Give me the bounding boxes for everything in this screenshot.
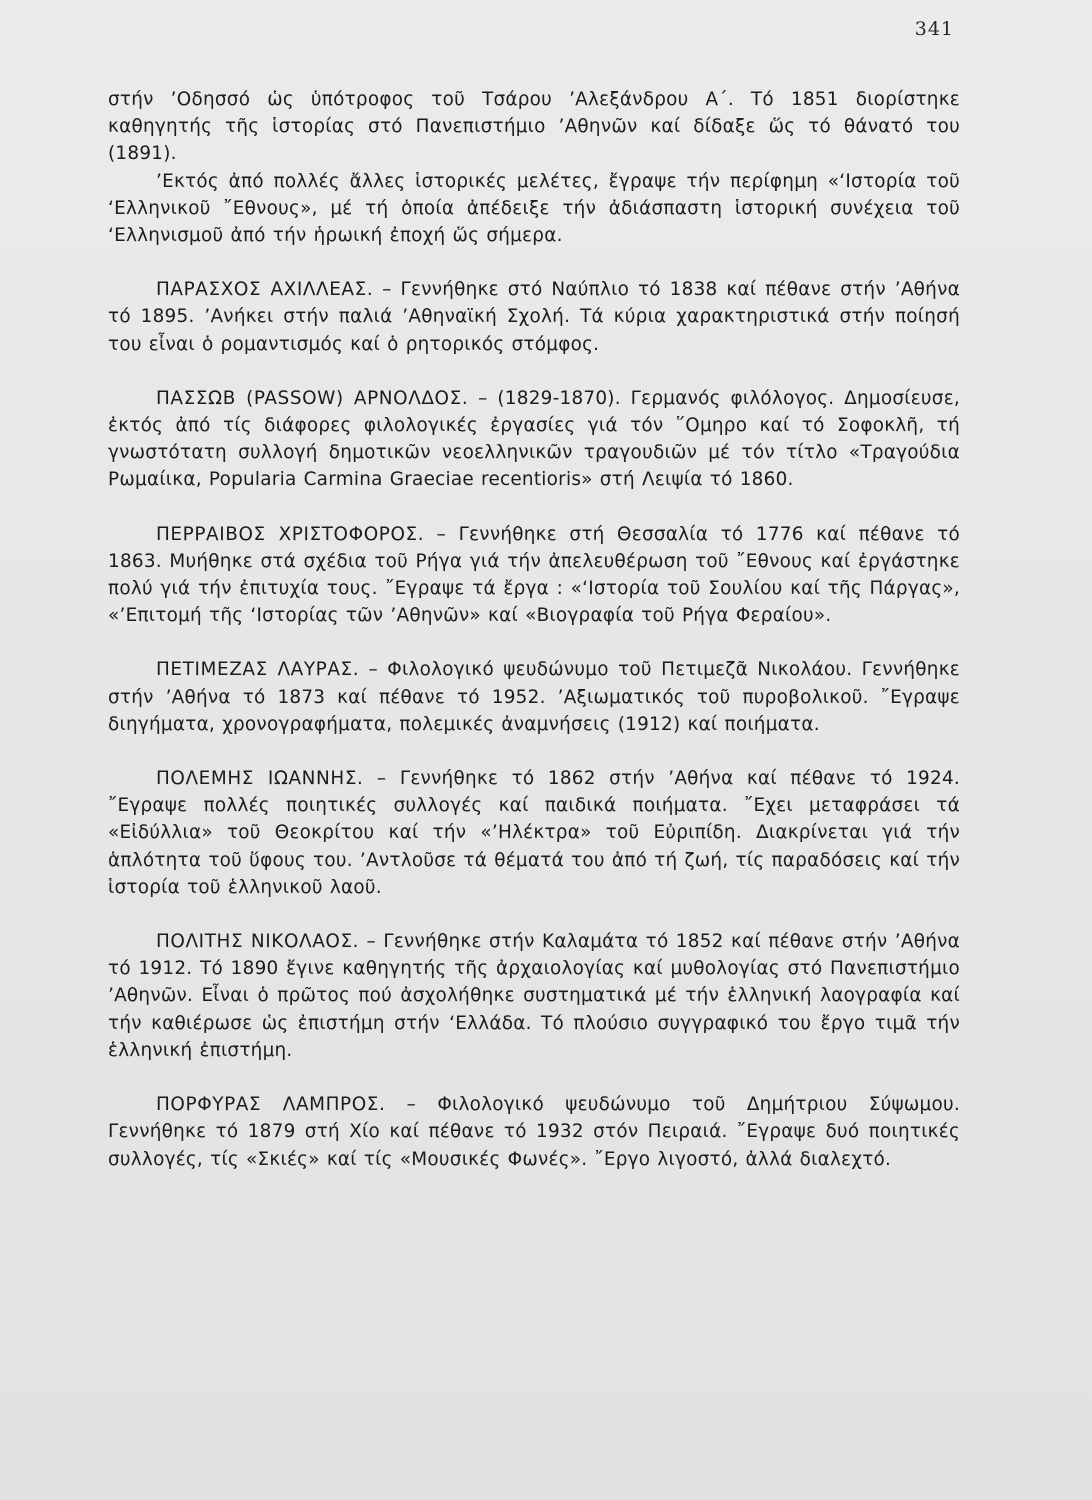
entry-text: – Γεννήθηκε τό 1862 στήν ’Αθήνα καί πέθανε τό 1924. ῎Εγραψε πολλές ποιητικές συλλογές καί παιδικά ποιήματα. ῎Εχει μεταφράσει τά «Εἰδύλλια» τοῦ Θεοκρίτου καί τήν «’Ηλέκτρα» τοῦ Εὐριπίδη. Διακρίνεται γιά τήν ἁπλότητα τοῦ ὕφους του. ’Αντλοῦσε τά θέματά του ἀπό τή ζωή, τίς παραδόσεις καί τήν ἱστορία τοῦ ἑλληνικοῦ λαοῦ. bbox=[108, 768, 960, 898]
text-column bbox=[108, 86, 960, 1200]
entry-name: ΠΑΣΣΩΒ (PASSOW) ΑΡΝΟΛΔΟΣ. bbox=[156, 387, 469, 409]
entry-name: ΠΟΛΕΜΗΣ ΙΩΑΝΝΗΣ. bbox=[156, 768, 364, 790]
page-number: 341 bbox=[914, 18, 954, 40]
entry-perraivos bbox=[108, 521, 960, 630]
entry-text: – Φιλολογικό ψευδώνυμο τοῦ Δημήτριου Σύψωμου. Γεννήθηκε τό 1879 στή Χίο καί πέθανε τό 1932 στόν Πειραιά. ῎Εγραψε δυό ποιητικές συλλογές, τίς «Σκιές» καί τίς «Μουσικές Φωνές». ῎Εργο λιγοστό, ἀλλά διαλεχτό. bbox=[108, 1094, 960, 1170]
entry-text: – (1829-1870). Γερμανός φιλόλογος. Δημοσίευσε, ἐκτός ἀπό τίς διάφορες φιλολογικές ἐργασίες γιά τόν ῞Ομηρο καί τό Σοφοκλῆ, τή γνωστότατη συλλογή δημοτικῶν νεοελληνικῶν τραγουδιῶν μέ τόν τίτλο «Τραγούδια Ρωμαίικα, Popularia Carmina Graeciae recentioris» στή Λειψία τό 1860. bbox=[108, 387, 961, 491]
entry-name: ΠΑΡΑΣΧΟΣ ΑΧΙΛΛΕΑΣ. bbox=[156, 279, 374, 301]
entry-name: ΠΟΡΦΥΡΑΣ ΛΑΜΠΡΟΣ. bbox=[156, 1094, 386, 1116]
entry-petimezas bbox=[108, 656, 960, 738]
entry-parasxos bbox=[108, 276, 960, 358]
entry-porfyras bbox=[108, 1091, 960, 1173]
entry-politis bbox=[108, 928, 960, 1064]
entry-name: ΠΕΡΡΑΙΒΟΣ ΧΡΙΣΤΟΦΟΡΟΣ. bbox=[156, 523, 425, 545]
entry-text: – Γεννήθηκε στή Θεσσαλία τό 1776 καί πέθανε τό 1863. Μυήθηκε στά σχέδια τοῦ Ρήγα γιά τήν ἀπελευθέρωση τοῦ ῎Εθνους καί ἐργάστηκε πολύ γιά τήν ἐπιτυχία τους. ῎Εγραψε τά ἔργα : «‘Ιστορία τοῦ Σουλίου καί τῆς Πάργας», «’Επιτομή τῆς ‘Ιστορίας τῶν ’Αθηνῶν» καί «Βιογραφία τοῦ Ρήγα Φεραίου». bbox=[108, 523, 960, 627]
intro-paragraph-2: ’Εκτός ἀπό πολλές ἄλλες ἱστορικές μελέτες, ἔγραψε τήν περίφημη «‘Ιστορία τοῦ ‘Ελληνικοῦ ῎Εθνους», μέ τή ὁποία ἀπέδειξε τήν ἀδιάσπαστη ἱστορική συνέχεια τοῦ ‘Ελληνισμοῦ ἀπό τήν ἡρωική ἐποχή ὥς σήμερα. bbox=[108, 170, 960, 247]
entry-name: ΠΟΛΙΤΗΣ ΝΙΚΟΛΑΟΣ. bbox=[156, 931, 360, 953]
entry-passow bbox=[108, 385, 960, 494]
entry-polemis bbox=[108, 765, 960, 901]
entry-text: – Γεννήθηκε στήν Καλαμάτα τό 1852 καί πέθανε στήν ’Αθήνα τό 1912. Τό 1890 ἔγινε καθηγητής τῆς ἀρχαιολογίας καί μυθολογίας στό Πανεπιστήμιο ’Αθηνῶν. Εἶναι ὁ πρῶτος πού ἀσχολήθηκε συστηματικά μέ τήν ἑλληνική λαογραφία καί τήν καθιέρωσε ὡς ἐπιστήμη στήν ‘Ελλάδα. Τό πλούσιο συγγραφικό του ἔργο τιμᾶ τήν ἑλληνική ἐπιστήμη. bbox=[108, 931, 961, 1061]
entry-text: – Γεννήθηκε στό Ναύπλιο τό 1838 καί πέθανε στήν ’Αθήνα τό 1895. ’Ανήκει στήν παλιά ’Αθηναϊκή Σχολή. Τά κύρια χαρακτηριστικά στήν ποίησή του εἶναι ὁ ρομαντισμός καί ὁ ρητορικός στόμφος. bbox=[108, 279, 960, 355]
intro-paragraph-1: στήν ’Οδησσό ὡς ὑπότροφος τοῦ Τσάρου ’Αλεξάνδρου Α΄. Τό 1851 διορίστηκε καθηγητής τῆς ἱστορίας στό Πανεπιστήμιο ’Αθηνῶν καί δίδαξε ὥς τό θάνατό του (1891). bbox=[108, 89, 960, 165]
entry-text: – Φιλολογικό ψευδώνυμο τοῦ Πετιμεζᾶ Νικολάου. Γεννήθηκε στήν ’Αθήνα τό 1873 καί πέθανε τό 1952. ’Αξιωματικός τοῦ πυροβολικοῦ. ῎Εγραψε διηγήματα, χρονογραφήματα, πολεμικές ἀναμνήσεις (1912) καί ποιήματα. bbox=[108, 659, 960, 735]
entry-name: ΠΕΤΙΜΕΖΑΣ ΛΑΥΡΑΣ. bbox=[156, 659, 360, 681]
